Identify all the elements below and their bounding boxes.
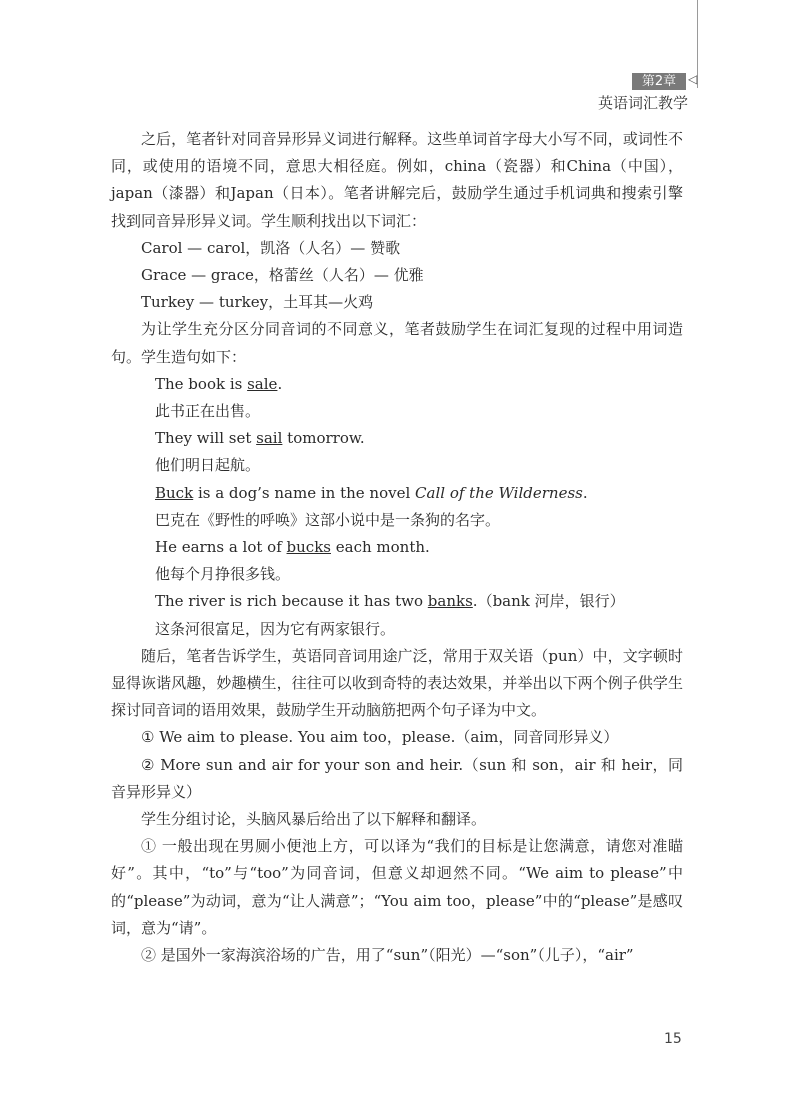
example-sentence bbox=[111, 371, 683, 398]
sentence-text: The river is rich because it has two bbox=[155, 592, 428, 611]
word-pair: Carol — carol，凯洛（人名）— 赞歌 bbox=[141, 238, 401, 257]
paragraph: 学生分组讨论，头脑风暴后给出了以下解释和翻译。 bbox=[141, 810, 487, 829]
paragraph: ② 是国外一家海滨浴场的广告，用了“sun”（阳光）—“son”（儿子），“air” bbox=[141, 946, 634, 965]
sentence-text: tomorrow. bbox=[282, 429, 365, 448]
sentence-text: The book is bbox=[155, 374, 248, 393]
sentence-text: .（bank 河岸，银行） bbox=[472, 592, 625, 611]
example-translation: 这条河很富足，因为它有两家银行。 bbox=[155, 619, 396, 638]
numbered-example: ① We aim to please. You aim too，please.（aim，同音同形异义） bbox=[141, 728, 619, 747]
page-body bbox=[111, 126, 683, 969]
novel-title: Call of the Wilderness bbox=[415, 483, 583, 502]
word-pair: Grace — grace，格蕾丝（人名）— 优雅 bbox=[141, 266, 424, 285]
example-sentence bbox=[111, 534, 683, 561]
homophone-word: Buck bbox=[155, 483, 194, 502]
sentence-text: . bbox=[582, 483, 588, 502]
paragraph: 随后，笔者告诉学生，英语同音词用途广泛，常用于双关语（pun）中，文字顿时显得诙谐风趣，妙趣横生，往往可以收到奇特的表达效果，并举出以下两个例子供学生探讨同音词的语用效果，鼓励学生开动脑筋把两个句子译为中文。 bbox=[111, 646, 683, 720]
example-sentence bbox=[111, 425, 683, 452]
example-sentence bbox=[111, 588, 683, 615]
numbered-example: ② More sun and air for your son and heir.（sun 和 son，air 和 heir，同音异形异义） bbox=[111, 755, 683, 801]
example-translation: 巴克在《野性的呼唤》这部小说中是一条狗的名字。 bbox=[155, 510, 501, 529]
sentence-text: is a dog’s name in the novel bbox=[193, 483, 416, 502]
word-pair: Turkey — turkey，土耳其—火鸡 bbox=[141, 293, 374, 312]
homophone-word: sail bbox=[256, 429, 283, 448]
homophone-word: bucks bbox=[286, 538, 331, 557]
example-translation: 此书正在出售。 bbox=[155, 402, 261, 421]
sentence-text: He earns a lot of bbox=[155, 538, 287, 557]
page-number: 15 bbox=[664, 1031, 682, 1047]
homophone-word: banks bbox=[427, 592, 473, 611]
paragraph: 为让学生充分区分同音词的不同意义，笔者鼓励学生在词汇复现的过程中用词造句。学生造句如下： bbox=[111, 320, 683, 366]
example-translation: 他们明日起航。 bbox=[155, 456, 261, 475]
running-head-title: 英语词汇教学 bbox=[598, 94, 689, 112]
sentence-text: . bbox=[277, 374, 283, 393]
chapter-arrow-icon: ◁ bbox=[688, 72, 698, 86]
example-sentence bbox=[111, 480, 683, 507]
paragraph: 之后，笔者针对同音异形异义词进行解释。这些单词首字母大小写不同，或词性不同，或使用的语境不同，意思大相径庭。例如，china（瓷器）和China（中国），japan（漆器）和Japan（日本）。笔者讲解完后，鼓励学生通过手机词典和搜索引擎找到同音异形异义词。学生顺利找出以下词汇： bbox=[111, 130, 683, 230]
paragraph: ① 一般出现在男厕小便池上方，可以译为“我们的目标是让您满意，请您对准瞄好”。其中，“to”与“too”为同音词，但意义却迥然不同。“We aim to please”中的“please”为动词，意为“让人满意”；“You aim too，please”中的“please”是感叹词，意为“请”。 bbox=[111, 837, 683, 937]
chapter-badge: 第2章 bbox=[632, 73, 686, 90]
sentence-text: They will set bbox=[155, 429, 257, 448]
example-translation: 他每个月挣很多钱。 bbox=[155, 565, 291, 584]
homophone-word: sale bbox=[247, 374, 278, 393]
sentence-text: each month. bbox=[330, 538, 430, 557]
